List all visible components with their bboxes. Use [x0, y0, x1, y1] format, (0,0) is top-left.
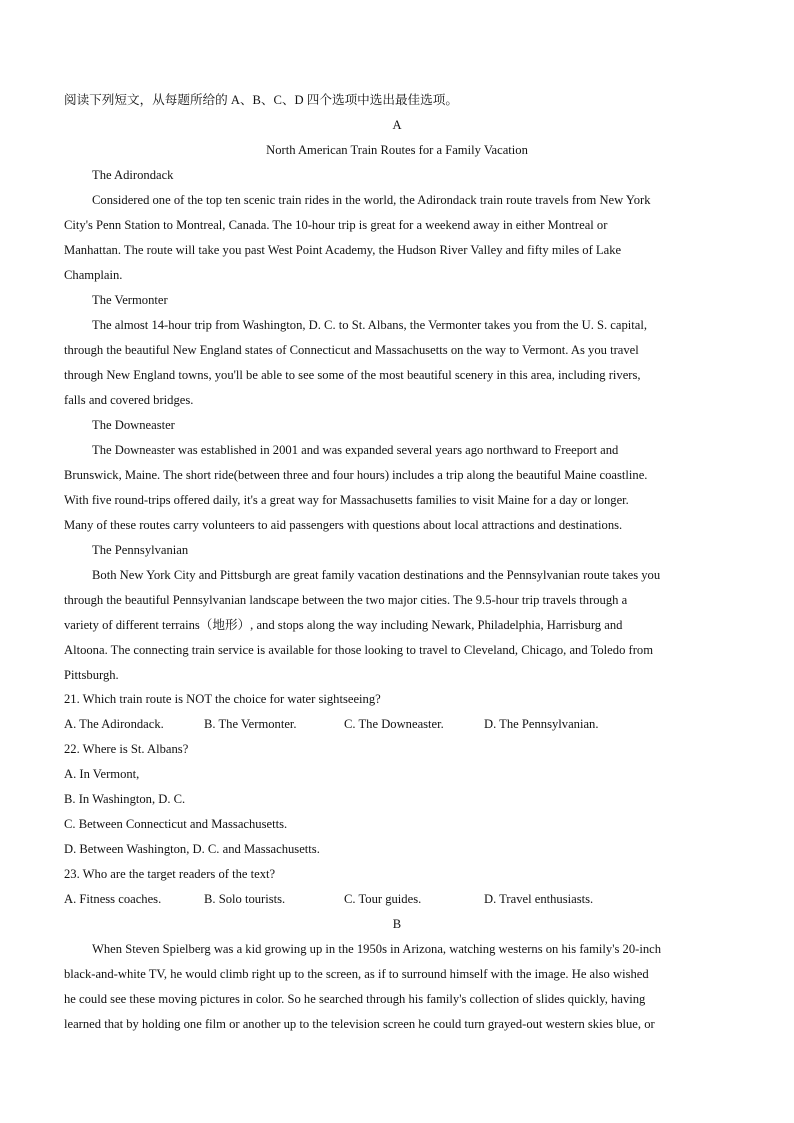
- paragraph-line: The Downeaster was established in 2001 and was expanded several years ago northward to Freeport and: [92, 443, 619, 457]
- question-21-option-a[interactable]: A. The Adirondack.: [64, 717, 164, 731]
- question-23-option-a[interactable]: A. Fitness coaches.: [64, 892, 162, 906]
- paragraph-line: variety of different terrains（地形）, and stops along the way including Newark, Philadelphia, Harrisburg and: [64, 618, 623, 632]
- question-22-option-b[interactable]: B. In Washington, D. C.: [64, 792, 186, 806]
- paragraph-line: The almost 14-hour trip from Washington, D. C. to St. Albans, the Vermonter takes you from the U. S. capital,: [92, 318, 648, 332]
- paragraph-line: Both New York City and Pittsburgh are great family vacation destinations and the Pennsylvanian route takes you: [92, 568, 661, 582]
- question-21-stem: 21. Which train route is NOT the choice for water sightseeing?: [64, 692, 381, 706]
- section-a-letter: A: [392, 118, 402, 132]
- instruction-text: 阅读下列短文，从每题所给的 A、B、C、D 四个选项中选出最佳选项。: [64, 93, 458, 107]
- question-21-option-b[interactable]: B. The Vermonter.: [204, 717, 297, 731]
- paragraph-line: Brunswick, Maine. The short ride(between three and four hours) includes a trip along the beautiful Maine coastline.: [64, 468, 648, 482]
- paragraph-line: he could see these moving pictures in color. So he searched through his family's collection of slides quickly, having: [64, 992, 646, 1006]
- route-heading-adirondack: The Adirondack: [92, 168, 174, 182]
- route-heading-pennsylvanian: The Pennsylvanian: [92, 543, 189, 557]
- question-22-stem: 22. Where is St. Albans?: [64, 742, 189, 756]
- route-heading-downeaster: The Downeaster: [92, 418, 175, 432]
- paragraph-line: When Steven Spielberg was a kid growing up in the 1950s in Arizona, watching westerns on his family's 20-inch: [92, 942, 662, 956]
- route-heading-vermonter: The Vermonter: [92, 293, 168, 307]
- paragraph-line: Champlain.: [64, 268, 123, 282]
- paragraph-line: black-and-white TV, he would climb right up to the screen, as if to surround himself with the image. He also wished: [64, 967, 649, 981]
- question-22-option-c[interactable]: C. Between Connecticut and Massachusetts.: [64, 817, 288, 831]
- paragraph-line: through the beautiful Pennsylvanian landscape between the two major cities. The 9.5-hour trip travels through a: [64, 593, 628, 607]
- section-b-letter: B: [392, 917, 402, 931]
- paragraph-line: through the beautiful New England states of Connecticut and Massachusetts on the way to Vermont. As you travel: [64, 343, 639, 357]
- paragraph-line: learned that by holding one film or another up to the television screen he could turn grayed-out western skies blue, or: [64, 1017, 655, 1031]
- question-22-option-d[interactable]: D. Between Washington, D. C. and Massachusetts.: [64, 842, 320, 856]
- paragraph-line: Manhattan. The route will take you past West Point Academy, the Hudson River Valley and fifty miles of Lake: [64, 243, 622, 257]
- paragraph-line: Altoona. The connecting train service is available for those looking to travel to Cleveland, Chicago, and Toledo from: [64, 643, 653, 657]
- paragraph-line: Many of these routes carry volunteers to aid passengers with questions about local attractions and destinations.: [64, 518, 623, 532]
- question-23-stem: 23. Who are the target readers of the text?: [64, 867, 276, 881]
- question-23-option-d[interactable]: D. Travel enthusiasts.: [484, 892, 594, 906]
- question-22-option-a[interactable]: A. In Vermont,: [64, 767, 140, 781]
- paragraph-line: through New England towns, you'll be able to see some of the most beautiful scenery in this area, including rivers,: [64, 368, 641, 382]
- question-23-option-c[interactable]: C. Tour guides.: [344, 892, 422, 906]
- question-21-option-d[interactable]: D. The Pennsylvanian.: [484, 717, 599, 731]
- paragraph-line: City's Penn Station to Montreal, Canada. The 10-hour trip is great for a weekend away in either Montreal or: [64, 218, 608, 232]
- paragraph-line: Pittsburgh.: [64, 668, 119, 682]
- question-21-option-c[interactable]: C. The Downeaster.: [344, 717, 444, 731]
- paragraph-line: Considered one of the top ten scenic train rides in the world, the Adirondack train route travels from New York: [92, 193, 651, 207]
- section-a-title: North American Train Routes for a Family Vacation: [266, 143, 528, 157]
- paragraph-line: With five round-trips offered daily, it's a great way for Massachusetts families to visit Maine for a day or longer.: [64, 493, 629, 507]
- paragraph-line: falls and covered bridges.: [64, 393, 194, 407]
- question-23-option-b[interactable]: B. Solo tourists.: [204, 892, 286, 906]
